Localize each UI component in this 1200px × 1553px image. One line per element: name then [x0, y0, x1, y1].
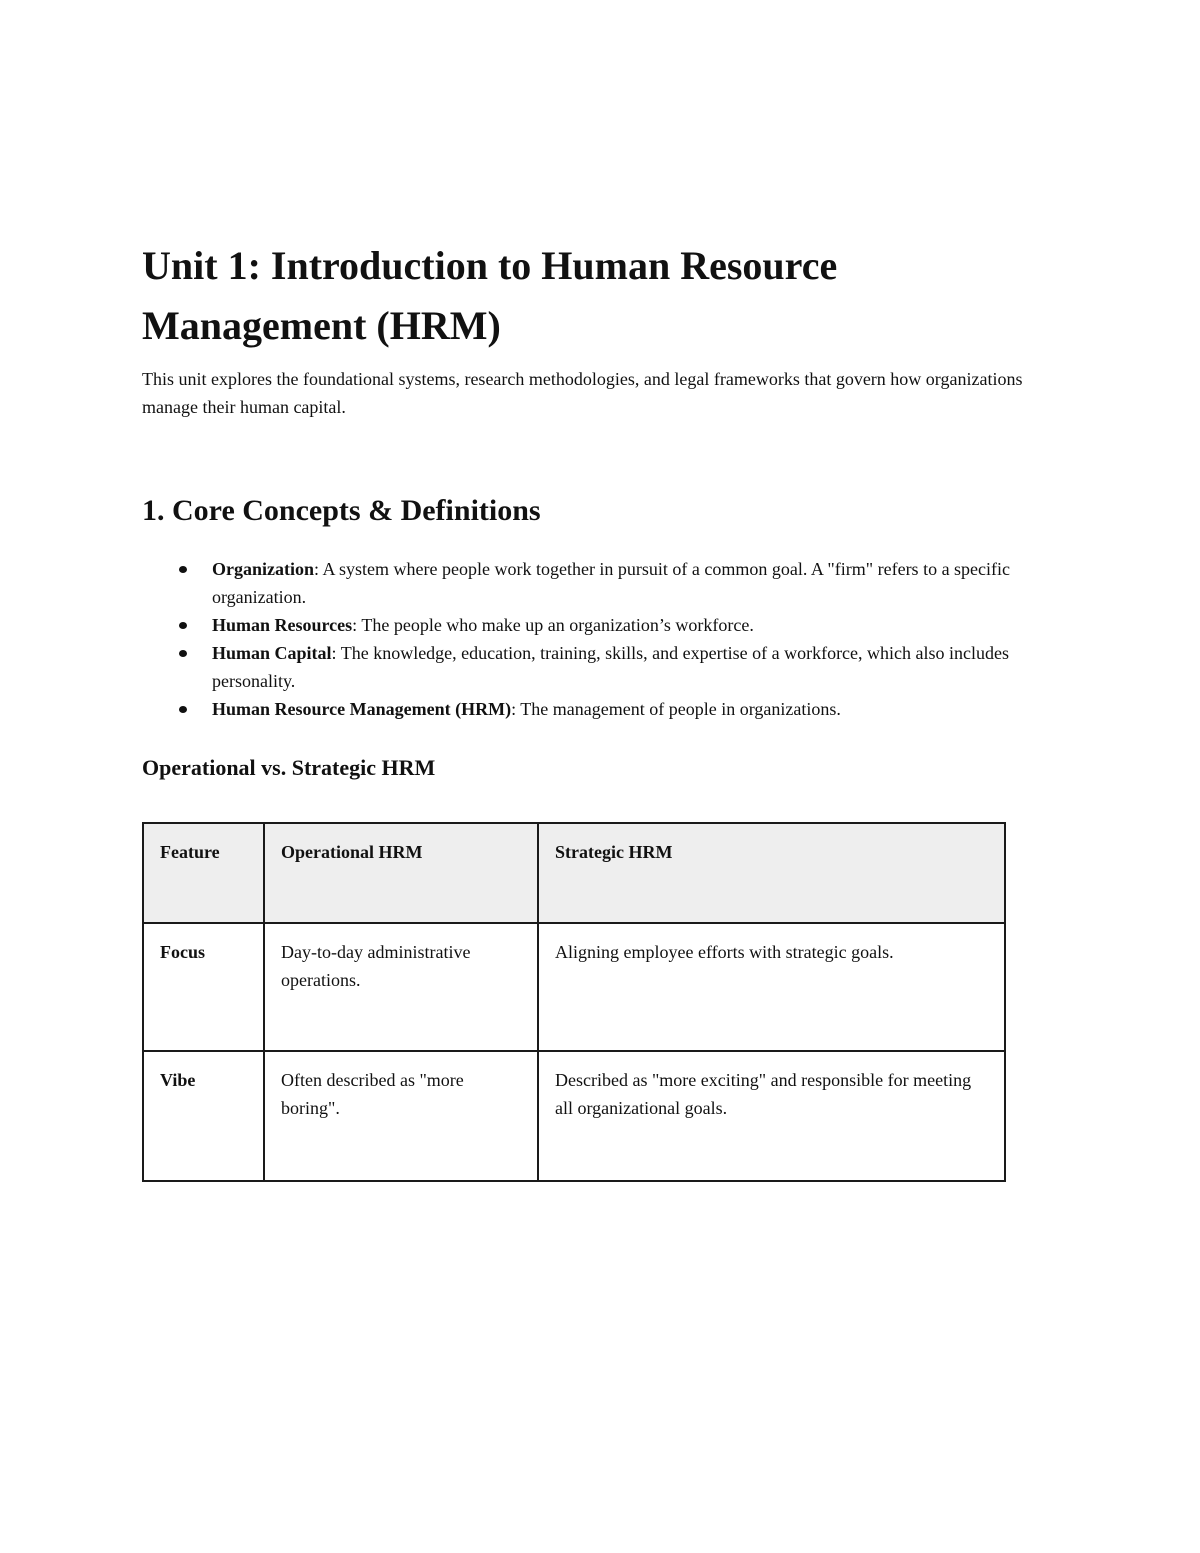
page-title: Unit 1: Introduction to Human Resource Management (HRM): [142, 243, 838, 348]
list-item: [212, 555, 1062, 611]
term-definition: : A system where people work together in pursuit of a common goal. A "firm" refers to a specific organization.: [212, 559, 1011, 607]
table-cell: Aligning employee efforts with strategic goals.: [538, 923, 1005, 1051]
list-item: [212, 611, 1062, 639]
table-cell: Focus: [143, 923, 264, 1051]
bullet-icon: [179, 566, 187, 573]
document-page: [142, 236, 1062, 1182]
table-cell: Often described as "more boring".: [264, 1051, 538, 1181]
list-item: [212, 695, 1062, 723]
term-label: Organization: [212, 559, 314, 579]
table-row: [143, 923, 1005, 1051]
subsection-heading: Operational vs. Strategic HRM: [142, 755, 436, 780]
table-header-row: [143, 823, 1005, 923]
intro-paragraph: This unit explores the foundational systems, research methodologies, and legal frameworks that govern how organizations manage their human capital.: [142, 369, 1023, 417]
bullet-icon: [179, 622, 187, 629]
term-label: Human Resource Management (HRM): [212, 699, 512, 719]
table-header-cell: Operational HRM: [264, 823, 538, 923]
table-header-cell: Strategic HRM: [538, 823, 1005, 923]
comparison-table: [142, 822, 1006, 1182]
table-cell: Described as "more exciting" and responsible for meeting all organizational goals.: [538, 1051, 1005, 1181]
term-definition: : The people who make up an organization’s workforce.: [352, 615, 754, 635]
section-heading: 1. Core Concepts & Definitions: [142, 494, 541, 527]
table-header-cell: Feature: [143, 823, 264, 923]
term-label: Human Resources: [212, 615, 353, 635]
table-cell: Vibe: [143, 1051, 264, 1181]
term-definition: : The management of people in organizations.: [511, 699, 841, 719]
table-cell: Day-to-day administrative operations.: [264, 923, 538, 1051]
bullet-icon: [179, 706, 187, 713]
definitions-list: [142, 555, 1062, 723]
bullet-icon: [179, 650, 187, 657]
list-item: [212, 639, 1062, 695]
term-label: Human Capital: [212, 643, 332, 663]
table-row: [143, 1051, 1005, 1181]
term-definition: : The knowledge, education, training, skills, and expertise of a workforce, which also includes personality.: [212, 643, 1010, 691]
